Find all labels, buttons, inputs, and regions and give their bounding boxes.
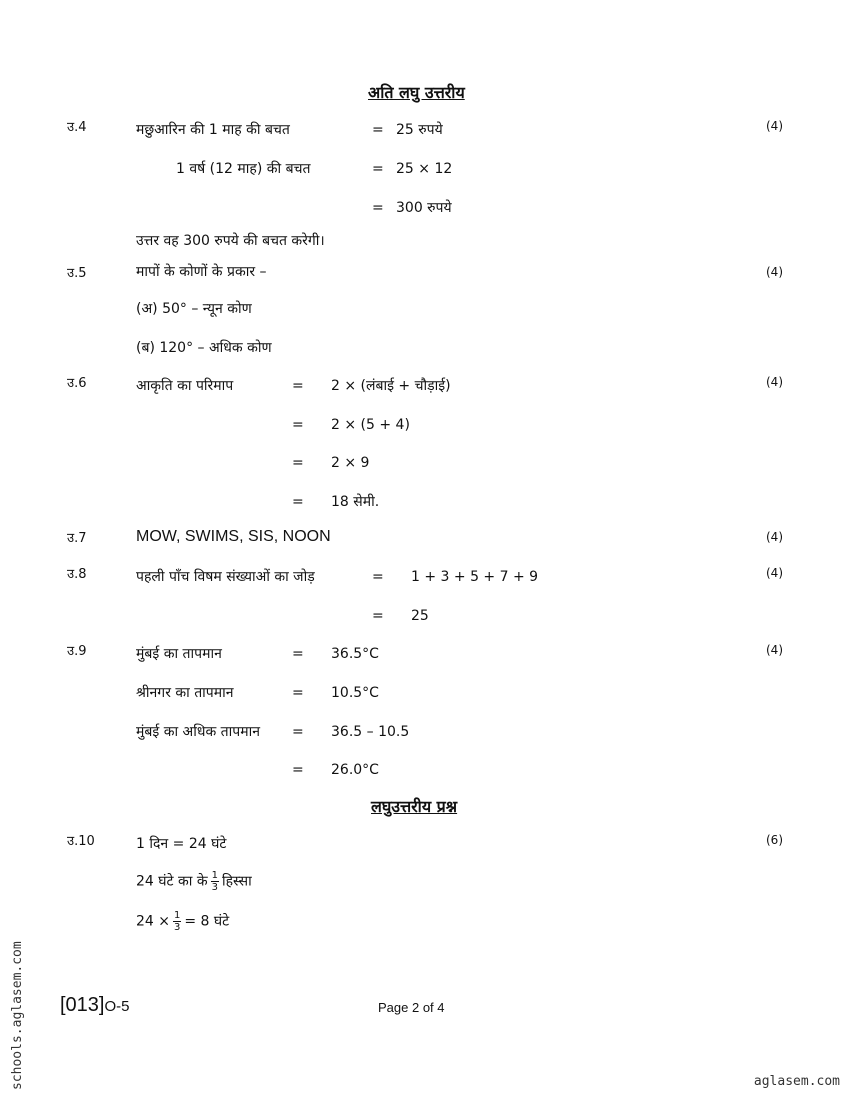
q10-line-3	[136, 910, 229, 933]
equals-sign: =	[292, 646, 304, 662]
q9-value-1: 36.5°C	[331, 646, 379, 662]
q5-option-b: (ब) 120° – अधिक कोण	[136, 340, 272, 356]
fraction	[211, 870, 219, 893]
question-number: उ.5	[67, 266, 87, 281]
fraction-numerator: 1	[174, 910, 181, 921]
fraction-numerator: 1	[211, 870, 218, 881]
marks: (4)	[766, 119, 783, 133]
section-heading-short: लघुउत्तरीय प्रश्न	[371, 797, 458, 816]
q8-value-2: 25	[411, 608, 429, 624]
q5-line: मापों के कोणों के प्रकार –	[136, 264, 267, 280]
q9-label-3: मुंबई का अधिक तापमान	[136, 724, 260, 740]
question-number: उ.6	[67, 376, 87, 391]
q6-value-3: 2 × 9	[331, 455, 370, 471]
fraction-denominator: 3	[174, 922, 181, 933]
q9-value-4: 26.0°C	[331, 762, 379, 778]
equals-sign: =	[292, 724, 304, 740]
q4-label-2: 1 वर्ष (12 माह) की बचत	[176, 161, 311, 177]
equals-sign: =	[372, 122, 384, 138]
question-number: उ.10	[67, 834, 95, 849]
q4-value-3: 300 रुपये	[396, 200, 452, 216]
side-watermark: schools.aglasem.com	[10, 941, 25, 1090]
equals-sign: =	[292, 494, 304, 510]
q6-value-4: 18 सेमी.	[331, 494, 380, 510]
q4-value-2: 25 × 12	[396, 161, 453, 177]
paper-code-main: [013]	[60, 994, 105, 1016]
equals-sign: =	[292, 378, 304, 394]
q9-value-3: 36.5 – 10.5	[331, 724, 410, 740]
page-number: Page 2 of 4	[378, 1000, 445, 1015]
question-number: उ.4	[67, 120, 87, 135]
marks: (6)	[766, 833, 783, 847]
q4-answer: उत्तर वह 300 रुपये की बचत करेगी।	[136, 233, 325, 249]
question-number: उ.8	[67, 567, 87, 582]
q4-value-1: 25 रुपये	[396, 122, 443, 138]
marks: (4)	[766, 265, 783, 279]
q9-label-1: मुंबई का तापमान	[136, 646, 222, 662]
q8-label: पहली पाँच विषम संख्याओं का जोड़	[136, 569, 315, 585]
marks: (4)	[766, 530, 783, 544]
q6-value-2: 2 × (5 + 4)	[331, 417, 410, 433]
question-number: उ.7	[67, 531, 87, 546]
q10-line-2-start: 24 घंटे का के	[136, 873, 208, 890]
fraction	[173, 910, 181, 933]
q9-label-2: श्रीनगर का तापमान	[136, 685, 234, 701]
q8-value-1: 1 + 3 + 5 + 7 + 9	[411, 569, 539, 585]
q7-answer: MOW, SWIMS, SIS, NOON	[136, 528, 331, 545]
section-heading-very-short: अति लघु उत्तरीय	[368, 83, 465, 102]
paper-code-suffix: O-5	[104, 998, 130, 1015]
q10-line-1: 1 दिन = 24 घंटे	[136, 836, 227, 852]
equals-sign: =	[372, 200, 384, 216]
q5-option-a: (अ) 50° – न्यून कोण	[136, 301, 252, 317]
q10-line-2	[136, 870, 252, 893]
fraction-denominator: 3	[211, 882, 218, 893]
equals-sign: =	[292, 417, 304, 433]
paper-code	[60, 994, 130, 1017]
equals-sign: =	[372, 608, 384, 624]
q4-label-1: मछुआरिन की 1 माह की बचत	[136, 122, 290, 138]
q10-line-2-end: हिस्सा	[222, 873, 252, 890]
marks: (4)	[766, 566, 783, 580]
q6-value-1: 2 × (लंबाई + चौड़ाई)	[331, 378, 451, 394]
marks: (4)	[766, 643, 783, 657]
equals-sign: =	[292, 685, 304, 701]
q10-line-3-start: 24 ×	[136, 913, 170, 930]
marks: (4)	[766, 375, 783, 389]
equals-sign: =	[372, 161, 384, 177]
equals-sign: =	[292, 762, 304, 778]
q6-label: आकृति का परिमाप	[136, 378, 234, 394]
corner-watermark: aglasem.com	[753, 1074, 840, 1089]
equals-sign: =	[292, 455, 304, 471]
q10-line-3-end: = 8 घंटे	[184, 913, 230, 930]
q9-value-2: 10.5°C	[331, 685, 379, 701]
question-number: उ.9	[67, 644, 87, 659]
equals-sign: =	[372, 569, 384, 585]
